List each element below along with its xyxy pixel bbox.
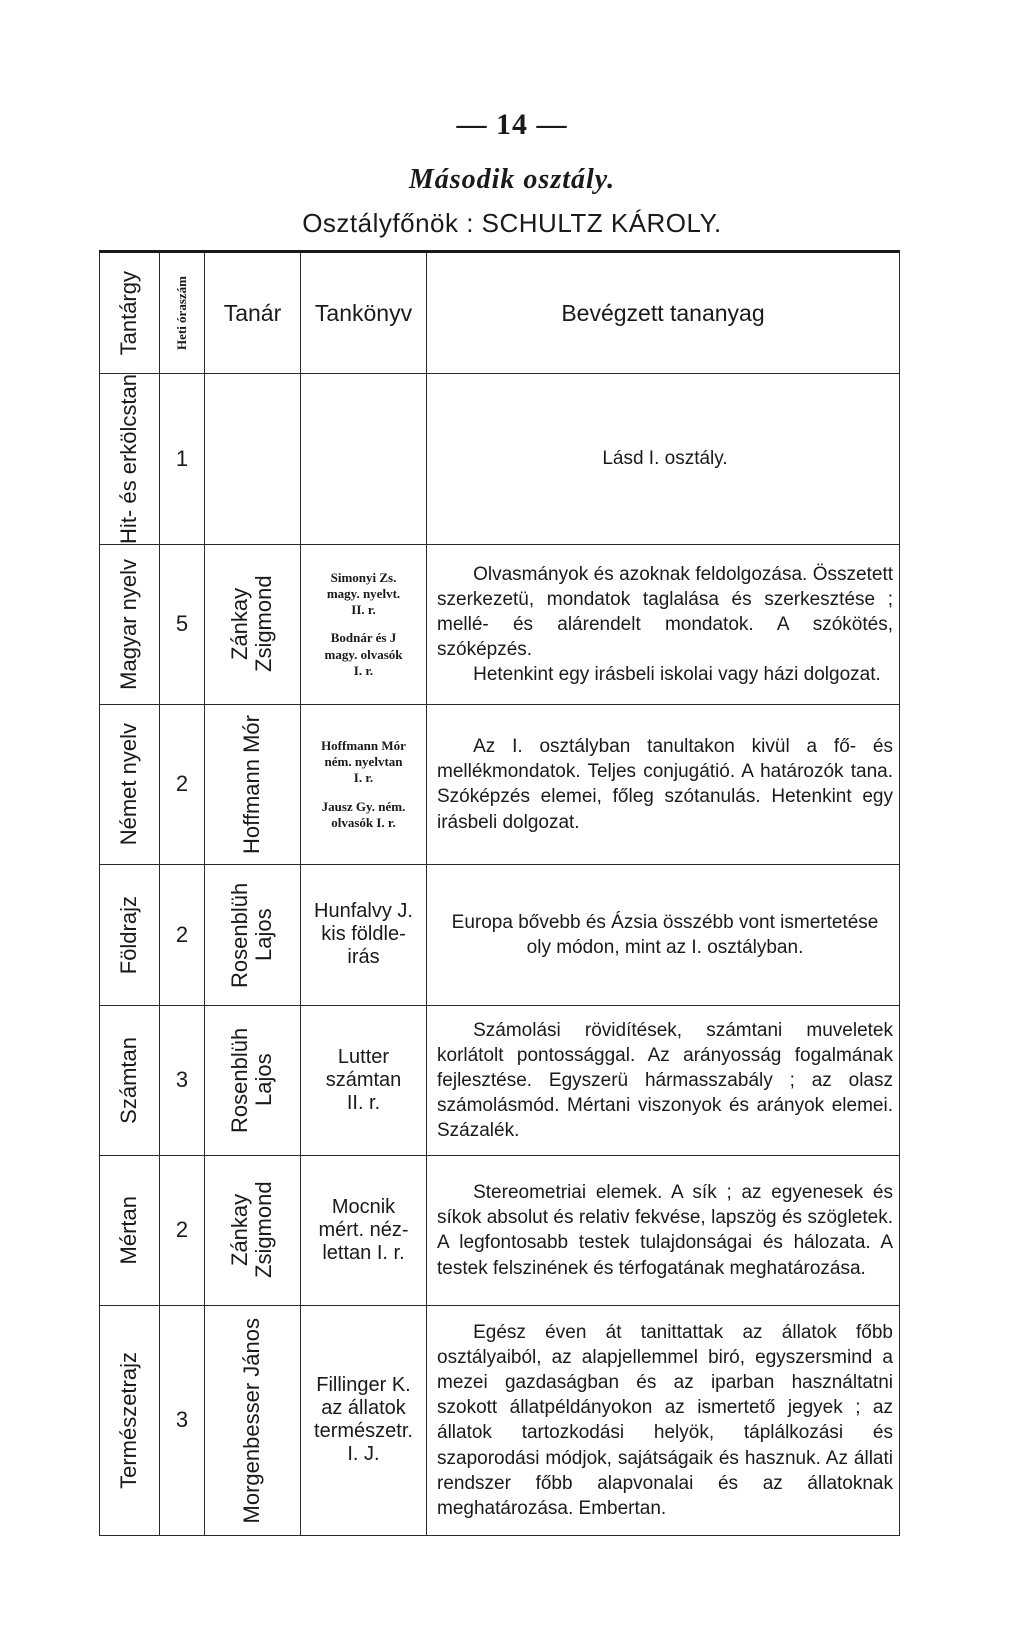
weekly-hours-cell: 3 [160, 1305, 205, 1535]
textbook-line: Jausz Gy. ném. [321, 798, 406, 814]
textbook-cell [301, 704, 427, 864]
textbook-line: II. r. [346, 1091, 381, 1114]
material-paragraph: Lásd I. osztály. [602, 448, 728, 470]
subject-cell: Mértan [100, 1155, 160, 1305]
subject-cell: Német nyelv [100, 704, 160, 864]
weekly-hours-cell: 2 [160, 1155, 205, 1305]
textbook-line: ném. nyelvtan [324, 754, 403, 770]
subject-row [100, 1305, 900, 1535]
textbook-line: természetr. [314, 1420, 413, 1443]
teacher-cell [205, 374, 301, 545]
teacher-cell: Zánkay Zsigmond [205, 1155, 301, 1305]
teacher-cell: Rosenblüh Lajos [205, 1005, 301, 1155]
material-paragraph: Számolási rövidítések, számtani muveletek korlátolt pontossággal. Az arányosság fogalmának fejlesztése. Egyszerü hármasszabály ; az olasz számolásmód. Mértani viszonyok és arányok elemei. Százalék. [437, 1019, 893, 1142]
header-textbook: Tankönyv [301, 252, 427, 374]
textbook-line: Hoffmann Mór [321, 737, 406, 753]
weekly-hours-cell: 3 [160, 1005, 205, 1155]
subject-row [100, 544, 900, 704]
completed-material-cell [427, 704, 900, 864]
completed-material-cell [427, 864, 900, 1005]
weekly-hours-cell: 5 [160, 544, 205, 704]
header-completed-material: Bevégzett tananyag [427, 252, 900, 374]
material-paragraph: Europa bővebb és Ázsia összébb vont ismertetése oly módon, mint az I. osztályban. [451, 911, 879, 958]
completed-material-cell [427, 544, 900, 704]
textbook-line: magy. nyelvt. [326, 585, 401, 601]
subject-cell: Hit- és erkölcstan [100, 374, 160, 545]
material-paragraph: Hetenkint egy irásbeli iskolai vagy házi dolgozat. [473, 664, 881, 686]
subject-row [100, 1005, 900, 1155]
subject-row [100, 374, 900, 545]
header-teacher: Tanár [205, 252, 301, 374]
page-title: Második osztály. [408, 164, 616, 195]
teacher-cell: Morgenbesser János [205, 1305, 301, 1535]
textbook-line: Hunfalvy J. [314, 900, 413, 923]
material-paragraph: Stereometriai elemek. A sík ; az egyenesek és síkok absolut és relativ fekvése, lapszög és szögletek. A legfontosabb testek tulajdonságai és hálozata. A testek felszinének és térfogatának meghatározása. [437, 1182, 893, 1279]
textbook-line: Simonyi Zs. [330, 569, 397, 585]
header-weekly-hours: Heti óraszám [160, 252, 205, 374]
textbook-line: Mocnik [331, 1195, 396, 1218]
textbook-line: számtan [325, 1068, 402, 1091]
textbook-line: I. J. [347, 1443, 380, 1466]
completed-material-cell [427, 1305, 900, 1535]
material-paragraph: Egész éven át tanittattak az állatok főbb osztályaiból, az alapjellemmel biró, egyszersmind a mezei gazdaságban és az iparban használtatni szokott állatpéldányokon az ismertető jegyek ; az állatok tartozkodási helyök, táplálkozási és szaporodási módjok, sajátságaik és hasznuk. Az állati rendszer főbb alapvonalai és az állatoknak meghatározása. Embertan. [437, 1322, 893, 1519]
textbook-line: I. r. [353, 662, 374, 678]
textbook-line: Lutter [337, 1045, 390, 1068]
class-teacher-line: Osztályfőnök : SCHULTZ KÁROLY. [302, 208, 722, 238]
textbook-line: Fillinger K. [316, 1374, 411, 1397]
textbook-line: I. r. [353, 770, 374, 786]
material-paragraph: Az I. osztályban tanultakon kivül a fő- és mellékmondatok. Teljes conjugátió. A határozók tana. Szóképzés elemei, főleg szótanulás. Hetenkint egy irásbeli dolgozat. [437, 736, 893, 833]
textbook-cell [301, 544, 427, 704]
textbook-line: kis földle- [321, 923, 406, 946]
textbook-cell [301, 1155, 427, 1305]
header-row [100, 252, 900, 374]
curriculum-table [99, 250, 900, 1536]
subject-row [100, 1155, 900, 1305]
teacher-cell: Hoffmann Mór [205, 704, 301, 864]
page-number: — 14 — [456, 108, 568, 141]
textbook-line: magy. olvasók [324, 646, 403, 662]
subject-row [100, 704, 900, 864]
completed-material-cell [427, 1155, 900, 1305]
subject-cell: Számtan [100, 1005, 160, 1155]
completed-material-cell [427, 1005, 900, 1155]
textbook-line: mért. néz- [318, 1218, 409, 1241]
textbook-line: olvasók I. r. [331, 814, 396, 830]
subject-cell: Magyar nyelv [100, 544, 160, 704]
weekly-hours-cell: 2 [160, 704, 205, 864]
textbook-cell [301, 864, 427, 1005]
textbook-cell [301, 374, 427, 545]
subject-cell: Természetrajz [100, 1305, 160, 1535]
textbook-cell [301, 1305, 427, 1535]
subject-row [100, 864, 900, 1005]
weekly-hours-cell: 1 [160, 374, 205, 545]
textbook-line: irás [347, 946, 380, 969]
textbook-cell [301, 1005, 427, 1155]
teacher-cell: Rosenblüh Lajos [205, 864, 301, 1005]
textbook-line: az állatok [321, 1397, 406, 1420]
subject-cell: Földrajz [100, 864, 160, 1005]
header-subject: Tantárgy [100, 252, 160, 374]
textbook-line: II. r. [351, 602, 376, 618]
material-paragraph: Olvasmányok és azoknak feldolgozása. Összetett szerkezetü, mondatok taglalása és szerkesztése ; mellé- és alárendelt mondatok. A szókötés, szóképzés. [437, 563, 893, 660]
textbook-line: Bodnár és J [330, 630, 397, 646]
textbook-line: lettan I. r. [322, 1241, 405, 1264]
completed-material-cell [427, 374, 900, 545]
teacher-cell: Zánkay Zsigmond [205, 544, 301, 704]
weekly-hours-cell: 2 [160, 864, 205, 1005]
